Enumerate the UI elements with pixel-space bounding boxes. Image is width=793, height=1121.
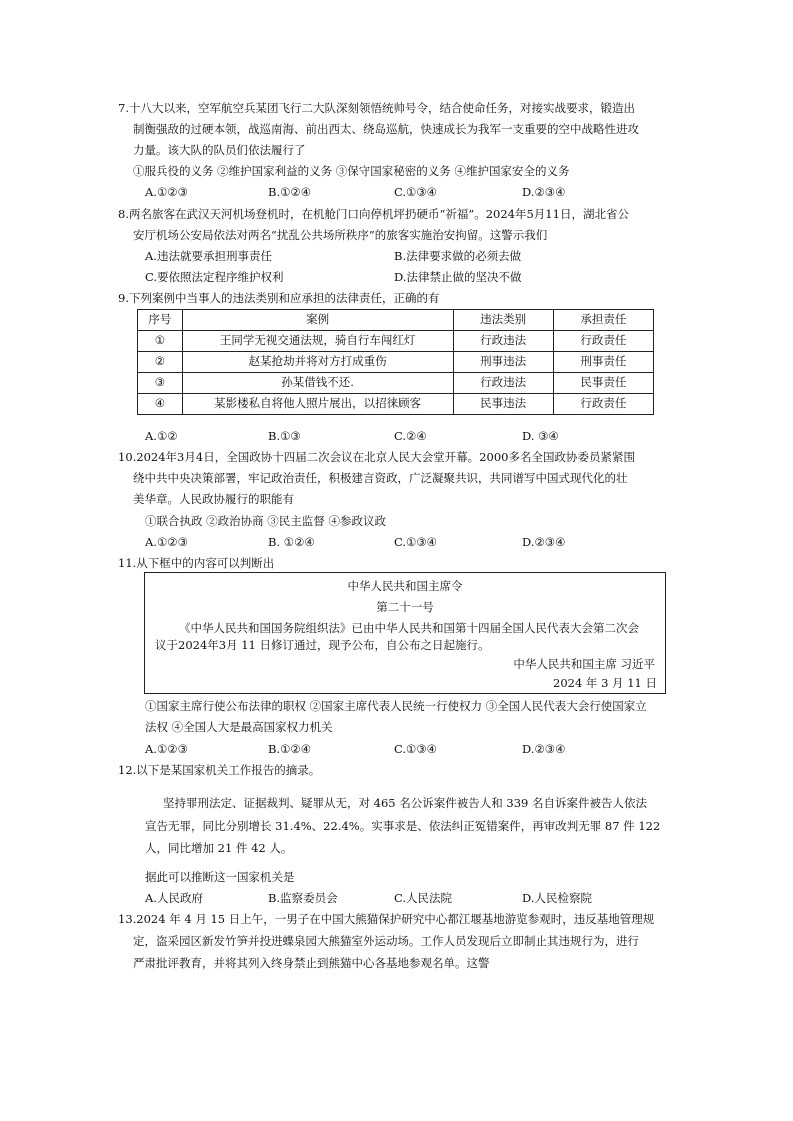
q10-items: ①联合执政 ②政治协商 ③民主监督 ④参政议政: [145, 514, 386, 528]
table-header-cell: 违法类别: [453, 310, 553, 331]
presidential-order-box: [144, 572, 666, 694]
q9-option-c: C.②④: [394, 429, 427, 443]
q12-excerpt-line1: 坚持罪刑法定、证据裁判、疑罪从无，对 465 名公诉案件被告人和 339 名自诉案件被告人依法: [163, 796, 648, 810]
table-cell: ②: [138, 352, 183, 373]
table-cell: 民事违法: [453, 394, 553, 415]
table-cell: 刑事违法: [453, 352, 553, 373]
q7-option-b: B.①②④: [268, 185, 312, 199]
table-cell: 行政责任: [553, 331, 653, 352]
table-cell: 民事责任: [553, 373, 653, 394]
q10-stem-line1: 10.2024年3月4日，全国政协十四届二次会议在北京人民大会堂开幕。2000多名全国政协委员紧紧围: [118, 450, 635, 464]
table-cell: 赵某抢劫并将对方打成重伤: [182, 352, 453, 373]
order-date: 2024 年 3 月 11 日: [553, 676, 657, 690]
table-cell: 行政违法: [453, 373, 553, 394]
q11-stem: 11.从下框中的内容可以判断出: [118, 556, 275, 570]
q12-option-d: D.人民检察院: [522, 891, 592, 905]
q10-option-c: C.①③④: [394, 535, 437, 549]
table-row: [138, 352, 654, 373]
q12-option-a: A.人民政府: [145, 891, 203, 905]
q8-option-d: D.法律禁止做的坚决不做: [394, 270, 522, 284]
order-title: 中华人民共和国主席令: [347, 579, 463, 593]
q10-stem-line3: 美华章。人民政协履行的职能有: [133, 492, 294, 506]
table-header-row: [138, 310, 654, 331]
table-header-cell: 序号: [138, 310, 183, 331]
q12-excerpt-line3: 人，同比增加 21 件 42 人。: [145, 841, 293, 855]
table-cell: ③: [138, 373, 183, 394]
q12-stem: 12.以下是某国家机关工作报告的摘录。: [118, 763, 321, 777]
q13-stem-line2: 定，盗采园区新发竹笋并投进蝶泉园大熊猫室外运动场。工作人员发现后立即制止其违规行为，进行: [133, 934, 639, 948]
table-cell: ①: [138, 331, 183, 352]
q9-option-a: A.①②: [145, 429, 178, 443]
table-cell: ④: [138, 394, 183, 415]
q11-option-b: B.①②④: [268, 742, 312, 756]
q13-stem-line1: 13.2024 年 4 月 15 日上午，一男子在中国大熊猫保护研究中心都江堰基地游览参观时，违反基地管理规: [118, 912, 655, 926]
table-row: [138, 373, 654, 394]
order-signature: 中华人民共和国主席 习近平: [513, 657, 655, 671]
q7-option-a: A.①②③: [145, 185, 188, 199]
order-number: 第二十一号: [376, 600, 434, 614]
table-row: [138, 394, 654, 415]
q11-option-c: C.①③④: [394, 742, 437, 756]
q7-option-c: C.①③④: [394, 185, 437, 199]
order-body-line2: 议于2024年3月 11 日修订通过，现予公布，自公布之日起施行。: [155, 638, 490, 652]
table-header-cell: 案例: [182, 310, 453, 331]
q8-stem-line2: 安厅机场公安局依法对两名“扰乱公共场所秩序”的旅客实施治安拘留。这警示我们: [133, 228, 548, 242]
q7-items: ①服兵役的义务 ②维护国家利益的义务 ③保守国家秘密的义务 ④维护国家安全的义务: [133, 164, 570, 178]
q8-option-c: C.要依照法定程序维护权利: [145, 270, 284, 284]
q7-option-d: D.②③④: [522, 185, 566, 199]
q10-option-b: B. ①②④: [268, 535, 315, 549]
q9-stem: 9.下列案例中当事人的违法类别和应承担的法律责任，正确的有: [118, 291, 440, 305]
table-cell: 某影楼私自将他人照片展出，以招徕顾客: [182, 394, 453, 415]
q13-stem-line3: 严肃批评教育，并将其列入终身禁止到熊猫中心各基地参观名单。这警: [133, 956, 490, 970]
q7-stem-line2: 制衡强敌的过硬本领，战巡南海、前出西太、绕岛巡航，快速成长为我军一支重要的空中战略性进攻: [133, 122, 639, 136]
q9-option-b: B.①③: [268, 429, 301, 443]
q7-stem-line1: 7.十八大以来，空军航空兵某团飞行二大队深刻领悟统帅号令，结合使命任务，对接实战要求，锻造出: [118, 101, 635, 115]
table-cell: 刑事责任: [553, 352, 653, 373]
table-header-cell: 承担责任: [553, 310, 653, 331]
q9-option-d: D. ③④: [522, 429, 559, 443]
q10-option-d: D.②③④: [522, 535, 566, 549]
q12-excerpt-line2: 宣告无罪，同比分别增长 31.4%、22.4%。实事求是、依法纠正冤错案件，再审改判无罪 87 件 122: [145, 819, 661, 833]
table-cell: 行政违法: [453, 331, 553, 352]
q11-option-d: D.②③④: [522, 742, 566, 756]
table-cell: 行政责任: [553, 394, 653, 415]
q10-stem-line2: 绕中共中央决策部署，牢记政治责任，积极建言资政，广泛凝聚共识，共同谱写中国式现代化的壮: [133, 471, 628, 485]
table-row: [138, 331, 654, 352]
q8-option-b: B.法律要求做的必须去做: [394, 249, 522, 263]
q8-option-a: A.违法就要承担刑事责任: [145, 249, 272, 263]
table-cell: 孙某借钱不还.: [182, 373, 453, 394]
table-cell: 王同学无视交通法规，骑自行车闯红灯: [182, 331, 453, 352]
q11-items-line2: 法权 ④全国人大是最高国家权力机关: [145, 720, 333, 734]
q8-stem-line1: 8.两名旅客在武汉天河机场登机时，在机舱门口向停机坪扔硬币“祈福”。2024年5月11日，湖北省公: [118, 207, 629, 221]
q12-question: 据此可以推断这一国家机关是: [145, 870, 295, 884]
q7-stem-line3: 力量。该大队的队员们依法履行了: [133, 143, 306, 157]
q9-table: [137, 309, 654, 415]
q11-items-line1: ①国家主席行使公布法律的职权 ②国家主席代表人民统一行使权力 ③全国人民代表大会行使国家立: [145, 699, 647, 713]
q10-option-a: A.①②③: [145, 535, 188, 549]
q11-option-a: A.①②③: [145, 742, 188, 756]
q12-option-b: B.监察委员会: [268, 891, 338, 905]
order-body-line1: 《中华人民共和国国务院组织法》已由中华人民共和国第十四届全国人民代表大会第二次会: [179, 621, 639, 635]
q12-option-c: C.人民法院: [394, 891, 453, 905]
